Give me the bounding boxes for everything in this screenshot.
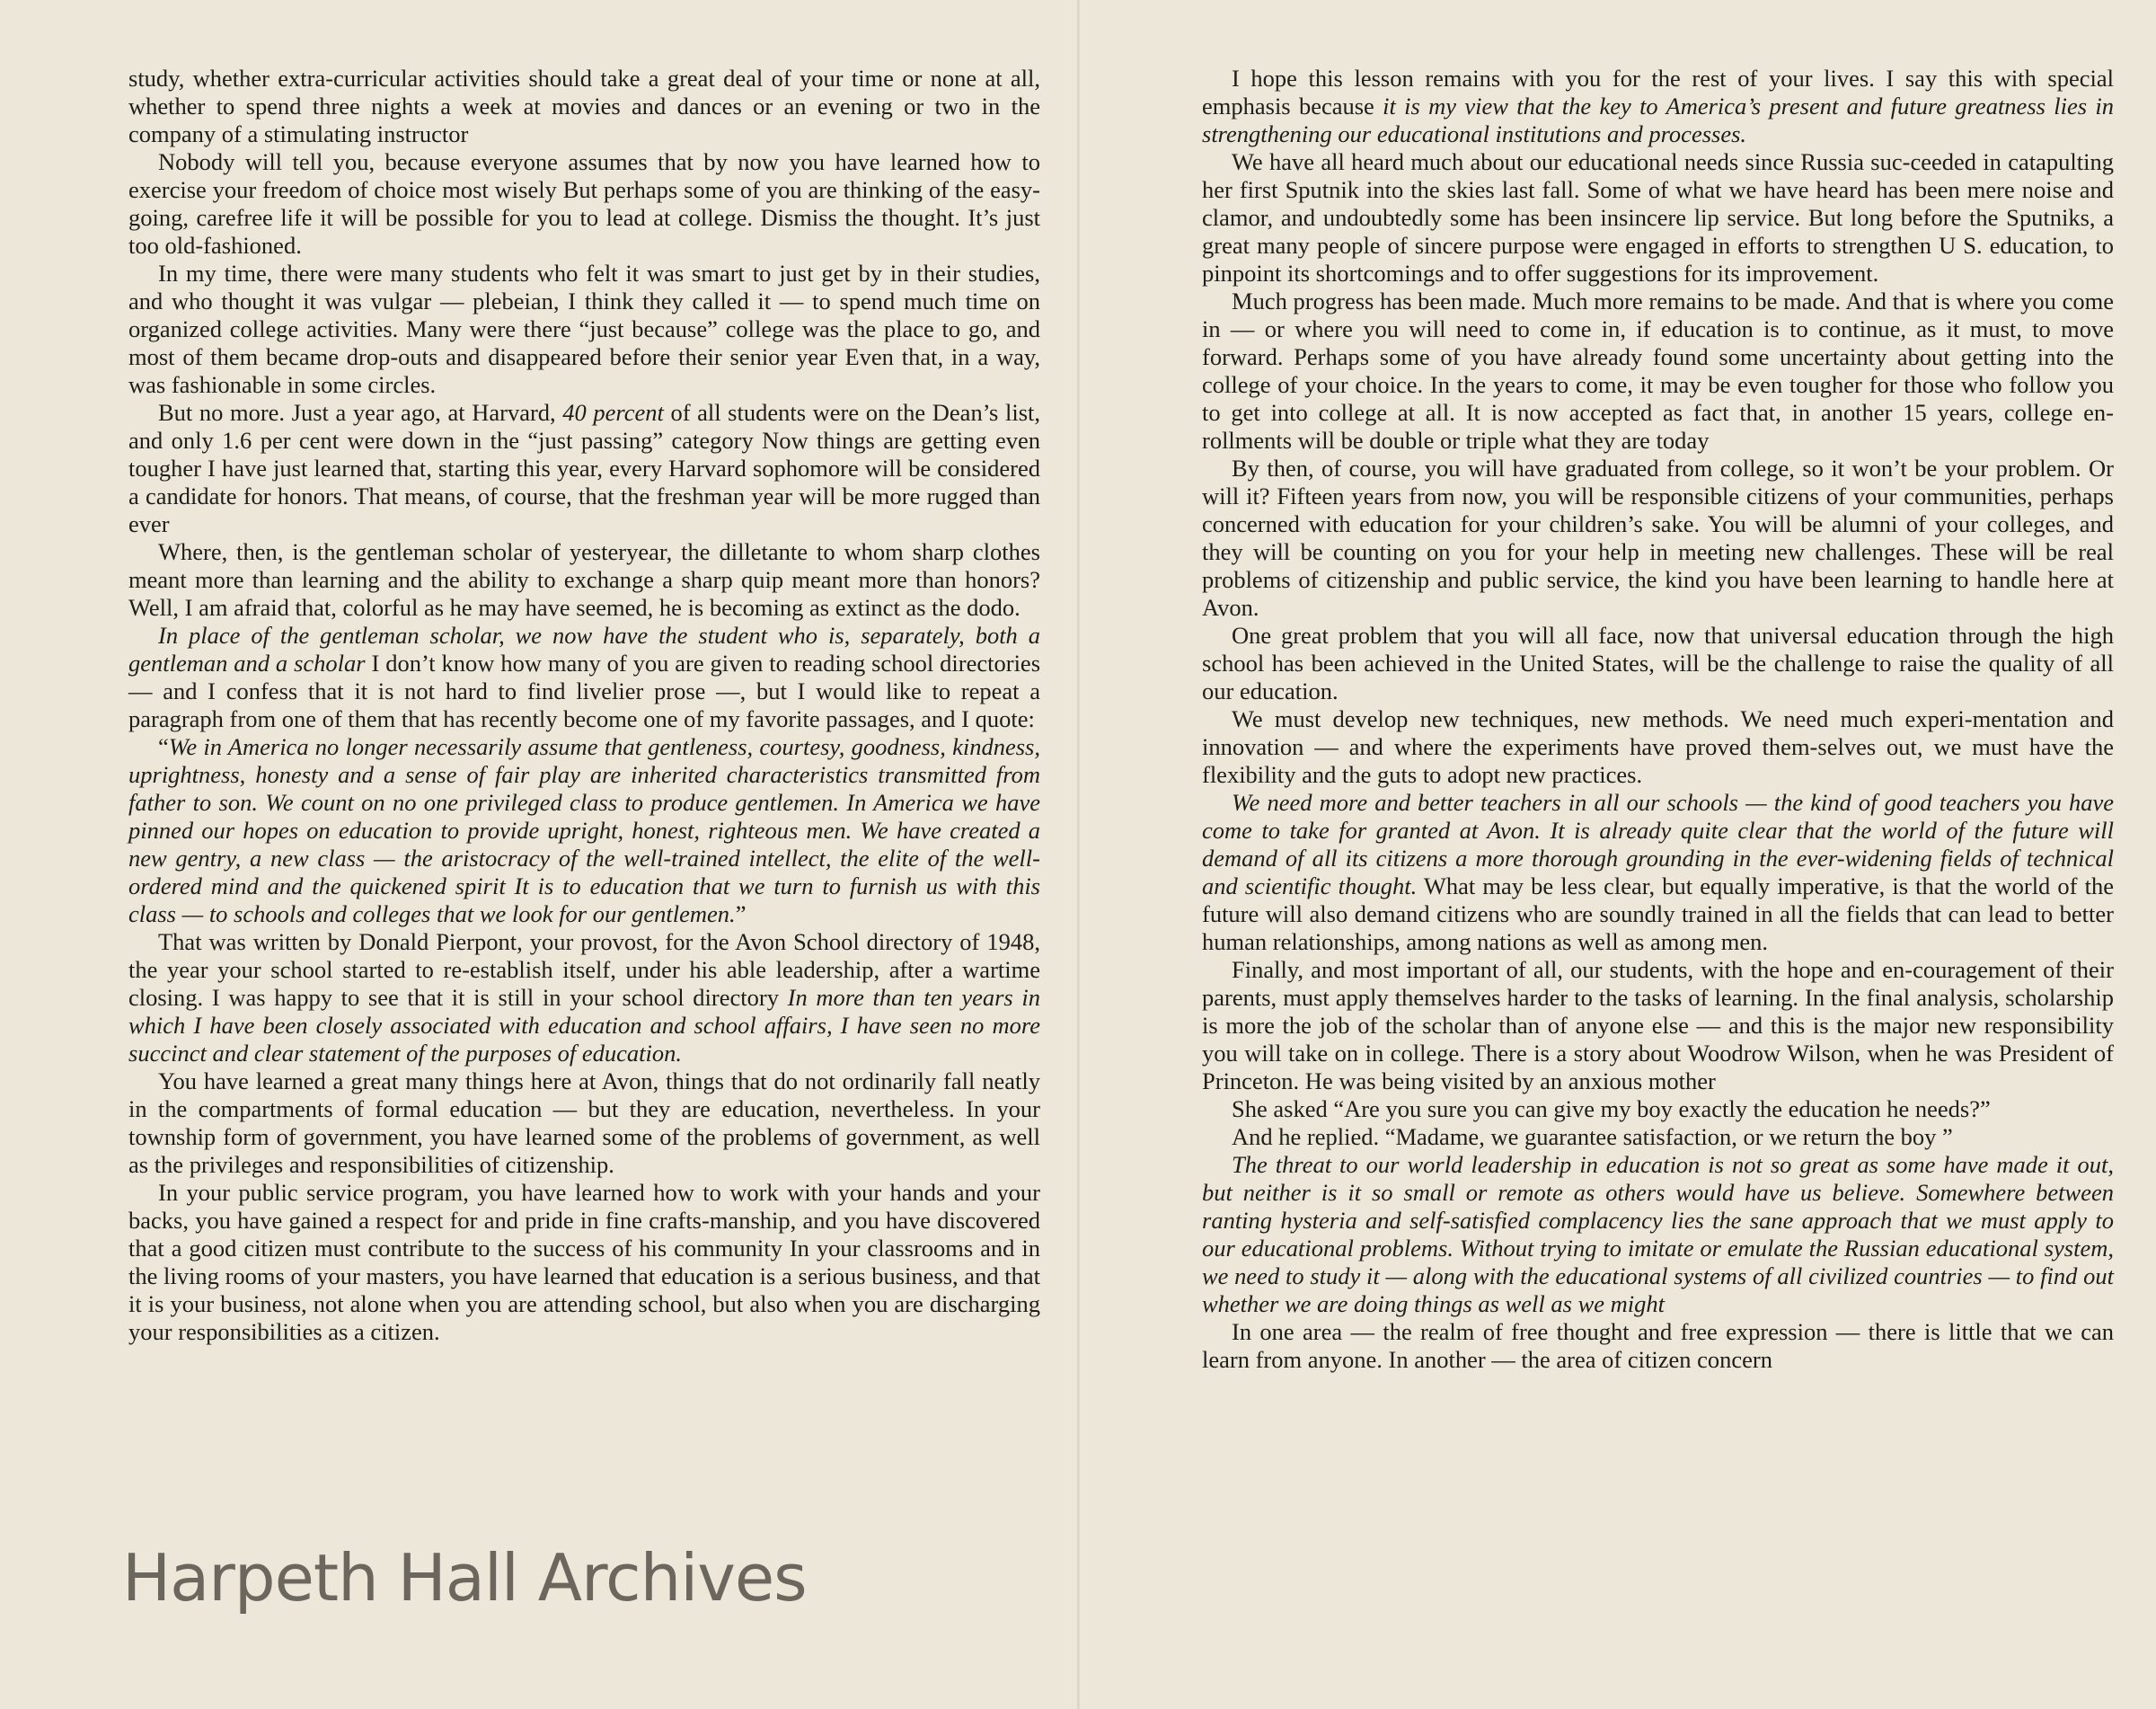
text-run: of all students were on the Dean’s list, and only 1.6 per cent were down in the “just passing” category Now things are getting even tougher I have just learned that, starting this year, every Harvard sophomore will be considered a candidate for honors. That means, of course, that the freshman year will be more rugged than ever bbox=[128, 399, 1040, 537]
italic-run: In place of the gentleman scholar, we now have the student who is, separately, both a gentleman and a scholar bbox=[128, 622, 1040, 677]
text-run: We must develop new techniques, new methods. We need much experi-mentation and innovation — and where the experiments have proved them-selves out, we must have the flexibility and the guts to adopt new practices. bbox=[1202, 705, 2114, 788]
paragraph bbox=[1202, 455, 2114, 622]
paragraph bbox=[128, 148, 1040, 260]
paragraph bbox=[128, 260, 1040, 399]
text-run: Nobody will tell you, because everyone assumes that by now you have learned how to exercise your freedom of choice most wisely But perhaps some of you are thinking of the easy-going, carefree life it will be possible for you to lead at college. Dismiss the thought. It’s just too old-fashioned. bbox=[128, 148, 1040, 259]
paragraph bbox=[1202, 148, 2114, 288]
paragraph bbox=[1202, 622, 2114, 705]
text-run: In your public service program, you have learned how to work with your hands and your backs, you have gained a respect for and pride in fine crafts-manship, and you have discovered that a good citizen must contribute to the success of his community In your classrooms and in the living rooms of your masters, you have learned that education is a serious business, and that it is your business, not alone when you are attending school, but also when you are discharging your responsibilities as a citizen. bbox=[128, 1179, 1040, 1345]
text-run: She asked “Are you sure you can give my boy exactly the education he needs?” bbox=[1232, 1095, 1991, 1122]
paragraph bbox=[128, 399, 1040, 538]
italic-run: The threat to our world leadership in education is not so great as some have made it out, but neither is it so small or remote as others would have us believe. Somewhere between ranting hysteria and self-satisfied complacency lies the sane approach that we must apply to our educational problems. Without trying to imitate or emulate the Russian educational system, we need to study it — along with the educational systems of all civilized countries — to find out whether we are doing things as well as we might bbox=[1202, 1151, 2114, 1317]
text-run: What may be less clear, but equally imperative, is that the world of the future will also demand citizens who are soundly trained in all the fields that can lead to better human relationships, among nations as well as among men. bbox=[1202, 872, 2114, 955]
paragraph bbox=[128, 1067, 1040, 1179]
paragraph bbox=[128, 928, 1040, 1067]
paragraph bbox=[1202, 1151, 2114, 1318]
text-run: “ bbox=[158, 733, 169, 760]
italic-run: 40 percent bbox=[562, 399, 664, 426]
text-run: Finally, and most important of all, our students, with the hope and en-couragement of their parents, must apply themselves harder to the tasks of learning. In the final analysis, scholarship is more the job of the scholar than of anyone else — and this is the major new responsibility you will take on in college. There is a story about Woodrow Wilson, when he was President of Princeton. He was being visited by an anxious mother bbox=[1202, 956, 2114, 1094]
text-run: Much progress has been made. Much more remains to be made. And that is where you come in — or where you will need to come in, if education is to continue, as it must, to move forward. Perhaps some of you have already found some uncertainty about getting into the college of your choice. In the years to come, it may be even tougher for those who follow you to get into college at all. It is now accepted as fact that, in another 15 years, college en-rollments will be double or triple what they are today bbox=[1202, 288, 2114, 454]
italic-run: We in America no longer necessarily assume that gentleness, courtesy, goodness, kindness, uprightness, honesty and a sense of fair play are inherited characteristics transmitted from father to son. We count on no one privileged class to produce gentlemen. In America we have pinned our hopes on education to provide upright, honest, righteous men. We have created a new gentry, a new class — the aristocracy of the well-trained intellect, the elite of the well-ordered mind and the quickened spirit It is to education that we turn to furnish us with this class — to schools and colleges that we look for our gentlemen. bbox=[128, 733, 1040, 927]
italic-run: We need more and better teachers in all our schools — the kind of good teachers you have come to take for granted at Avon. It is already quite clear that the world of the future will demand of all its citizens a more thorough grounding in the ever-widening fields of technical and scientific thought. bbox=[1202, 789, 2114, 899]
text-run: I don’t know how many of you are given to reading school directories — and I confess that it is not hard to find livelier prose —, but I would like to repeat a paragraph from one of them that has recently become one of my favorite passages, and I quote: bbox=[128, 650, 1041, 732]
paragraph bbox=[1202, 1123, 2114, 1151]
paragraph bbox=[128, 65, 1040, 148]
paragraph bbox=[1202, 1095, 2114, 1123]
paragraph bbox=[1202, 65, 2114, 148]
paragraph bbox=[1202, 956, 2114, 1095]
paragraph bbox=[128, 1179, 1040, 1346]
archive-watermark: Harpeth Hall Archives bbox=[122, 1540, 807, 1616]
left-page bbox=[128, 65, 1040, 1346]
text-run: And he replied. “Madame, we guarantee satisfaction, or we return the boy ” bbox=[1232, 1123, 1953, 1150]
paragraph bbox=[1202, 705, 2114, 789]
text-run: By then, of course, you will have graduated from college, so it won’t be your problem. Or will it? Fifteen years from now, you will be responsible citizens of your communities, perhaps concerned with education for your children’s sake. You will be alumni of your colleges, and they will be counting on you for your help in meeting new challenges. These will be real problems of citizenship and public service, the kind you have been learning to handle here at Avon. bbox=[1202, 455, 2114, 621]
text-run: We have all heard much about our educational needs since Russia suc-ceeded in catapulting her first Sputnik into the skies last fall. Some of what we have heard has been mere noise and clamor, and undoubtedly some has been insincere lip service. But long before the Sputniks, a great many people of sincere purpose were engaged in efforts to strengthen U S. education, to pinpoint its shortcomings and to offer suggestions for its improvement. bbox=[1202, 148, 2114, 287]
paragraph bbox=[128, 538, 1040, 622]
paragraph bbox=[128, 622, 1040, 733]
paragraph bbox=[1202, 288, 2114, 455]
paragraph bbox=[128, 733, 1040, 928]
text-run: Where, then, is the gentleman scholar of yesteryear, the dilletante to whom sharp clothes meant more than learning and the ability to exchange a sharp quip meant more than honors? Well, I am afraid that, colorful as he may have seemed, he is becoming as extinct as the dodo. bbox=[128, 538, 1040, 621]
text-run: But no more. Just a year ago, at Harvard, bbox=[158, 399, 563, 426]
text-run: ” bbox=[735, 900, 747, 927]
italic-run: it is my view that the key to America’s present and future greatness lies in strengthening our educational institutions and processes. bbox=[1202, 93, 2114, 147]
text-run: You have learned a great many things here at Avon, things that do not ordinarily fall neatly in the compartments of formal education — but they are education, nevertheless. In your township form of government, you have learned some of the problems of government, as well as the privileges and responsibilities of citizenship. bbox=[128, 1067, 1040, 1178]
text-run: I hope this lesson remains with you for the rest of your lives. I say this with special emphasis because bbox=[1202, 65, 2114, 120]
page-fold bbox=[1077, 0, 1080, 1709]
text-run: In my time, there were many students who felt it was smart to just get by in their studies, and who thought it was vulgar — plebeian, I think they called it — to spend much time on organized college activities. Many were there “just because” college was the place to go, and most of them became drop-outs and disappeared before their senior year Even that, in a way, was fashionable in some circles. bbox=[128, 260, 1040, 398]
text-run: study, whether extra-curricular activities should take a great deal of your time or none at all, whether to spend three nights a week at movies and dances or an evening or two in the company of a stimulating instructor bbox=[128, 65, 1040, 147]
text-run: In one area — the realm of free thought and free expression — there is little that we can learn from anyone. In another — the area of citizen concern bbox=[1202, 1318, 2114, 1373]
text-run: That was written by Donald Pierpont, your provost, for the Avon School directory of 1948, the year your school started to re-establish itself, under his able leadership, after a wartime closing. I was happy to see that it is still in your school directory bbox=[128, 928, 1040, 1011]
italic-run: In more than ten years in which I have been closely associated with education and school affairs, I have seen no more succinct and clear statement of the purposes of education. bbox=[128, 984, 1040, 1067]
paragraph bbox=[1202, 789, 2114, 956]
paragraph bbox=[1202, 1318, 2114, 1374]
text-run: One great problem that you will all face, now that universal education through the high school has been achieved in the United States, will be the challenge to raise the quality of all our education. bbox=[1202, 622, 2114, 704]
right-page bbox=[1202, 65, 2114, 1374]
